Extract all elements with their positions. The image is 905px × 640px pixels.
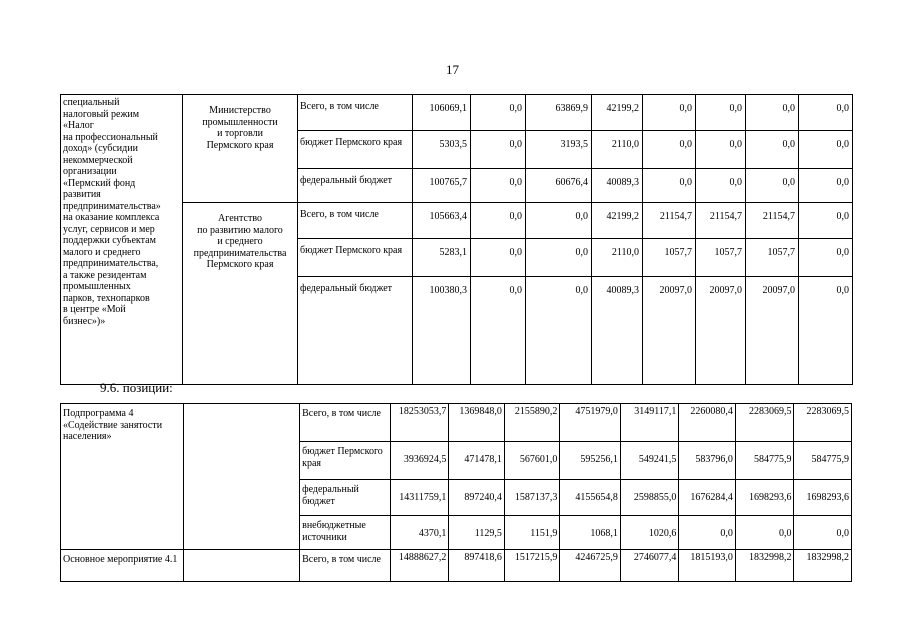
value-cell: 549241,5 [620,442,679,480]
value-cell: 0,0 [799,239,853,277]
value-cell: 14311759,1 [390,480,449,516]
budget-table-1 [60,94,853,385]
value-cell: 897418,6 [449,550,504,582]
value-cell: 0,0 [735,516,794,550]
value-cell: 40089,3 [592,277,643,385]
value-cell: 595256,1 [560,442,621,480]
value-cell: 21154,7 [643,203,696,239]
value-cell: 40089,3 [592,169,643,203]
value-cell: 1151,9 [504,516,559,550]
value-cell: 0,0 [526,277,592,385]
value-cell: 567601,0 [504,442,559,480]
value-cell: 4370,1 [390,516,449,550]
table-row [61,95,853,131]
executor-line: по развитию малого [197,224,283,236]
value-cell: 5283,1 [413,239,471,277]
executor-line: предпринимательства [193,247,287,259]
value-cell: 1832998,2 [794,550,852,582]
value-cell: 0,0 [471,203,526,239]
value-cell: 897240,4 [449,480,504,516]
executor-line: и среднего [217,236,263,247]
value-cell: 1698293,6 [735,480,794,516]
value-cell: 0,0 [471,277,526,385]
value-cell: 20097,0 [746,277,799,385]
value-cell: 2598855,0 [620,480,679,516]
value-cell: 584775,9 [794,442,852,480]
executor-line: Министерство [209,105,271,116]
value-cell: 1057,7 [746,239,799,277]
funding-source-cell: Всего, в том числе [298,203,413,239]
value-cell: 1129,5 [449,516,504,550]
value-cell: 60676,4 [526,169,592,203]
value-cell: 0,0 [799,203,853,239]
value-cell: 0,0 [799,169,853,203]
value-cell: 42199,2 [592,203,643,239]
description-line: «Пермский фонд [63,177,136,189]
value-cell: 2110,0 [592,131,643,169]
value-cell: 0,0 [471,131,526,169]
table-row [61,404,852,442]
executor-line: Пермского края [206,259,274,270]
value-cell: 2260080,4 [679,404,736,442]
value-cell: 0,0 [679,516,736,550]
value-cell: 0,0 [799,131,853,169]
value-cell: 1057,7 [643,239,696,277]
value-cell: 18253053,7 [390,404,449,442]
value-cell: 0,0 [799,95,853,131]
value-cell: 63869,9 [526,95,592,131]
program-description-cell: Подпрограмма 4 «Содействие занятости населения» [61,404,184,550]
value-cell: 584775,9 [735,442,794,480]
value-cell: 3149117,1 [620,404,679,442]
value-cell: 0,0 [746,131,799,169]
budget-table-2 [60,403,852,582]
description-line: предпринимательства, [63,258,159,269]
funding-source-cell: бюджет Пермского края [300,442,391,480]
value-cell: 1020,6 [620,516,679,550]
program-description-cell: Основное мероприятие 4.1 [61,550,184,582]
description-line: поддержки субъектам [63,235,156,246]
description-line: налоговый режим [63,108,140,120]
value-cell: 0,0 [643,95,696,131]
value-cell: 0,0 [696,169,746,203]
value-cell: 4155654,8 [560,480,621,516]
value-cell: 0,0 [643,131,696,169]
value-cell: 20097,0 [643,277,696,385]
value-cell: 1517215,9 [504,550,559,582]
value-cell: 21154,7 [746,203,799,239]
section-heading: 9.6. позиции: [100,380,173,395]
value-cell: 1832998,2 [735,550,794,582]
value-cell: 0,0 [471,95,526,131]
value-cell: 2110,0 [592,239,643,277]
value-cell: 0,0 [746,95,799,131]
description-line: а также резидентам [63,269,147,281]
value-cell: 0,0 [746,169,799,203]
value-cell: 2746077,4 [620,550,679,582]
value-cell: 0,0 [471,239,526,277]
description-line: на оказание комплекса [63,212,160,223]
funding-source-cell: внебюджетные источники [300,516,391,550]
value-cell: 100380,3 [413,277,471,385]
value-cell: 0,0 [526,239,592,277]
executor-cell [184,550,300,582]
value-cell: 0,0 [471,169,526,203]
description-line: некоммерческой [63,154,133,166]
value-cell: 20097,0 [696,277,746,385]
executor-cell [183,203,298,385]
description-line: «Налог [63,120,94,131]
executor-line: и торговли [217,128,263,139]
value-cell: 1676284,4 [679,480,736,516]
value-cell: 2283069,5 [794,404,852,442]
value-cell: 0,0 [643,169,696,203]
funding-source-cell: федеральный бюджет [298,169,413,203]
executor-line: промышленности [202,116,278,128]
table-row [61,550,852,582]
value-cell: 471478,1 [449,442,504,480]
description-line: доход» (субсидии [63,143,138,154]
description-line: организации [63,166,117,177]
description-line: специальный [63,97,120,108]
value-cell: 2155890,2 [504,404,559,442]
funding-source-cell: бюджет Пермского края [298,239,413,277]
value-cell: 2283069,5 [735,404,794,442]
description-line: на профессиональный [63,131,158,143]
value-cell: 3936924,5 [390,442,449,480]
description-line: услуг, сервисов и мер [63,223,155,235]
value-cell: 14888627,2 [390,550,449,582]
value-cell: 0,0 [696,131,746,169]
measure-description-cell [61,95,183,385]
description-line: развития [63,189,101,200]
value-cell: 105663,4 [413,203,471,239]
executor-cell [184,404,300,550]
description-line: предпринимательства» [63,200,161,212]
value-cell: 583796,0 [679,442,736,480]
description-line: бизнес»)» [63,315,106,327]
value-cell: 3193,5 [526,131,592,169]
value-cell: 0,0 [696,95,746,131]
value-cell: 5303,5 [413,131,471,169]
funding-source-cell: бюджет Пермского края [298,131,413,169]
funding-source-cell: федеральный бюджет [298,277,413,385]
value-cell: 0,0 [799,277,853,385]
value-cell: 0,0 [794,516,852,550]
value-cell: 21154,7 [696,203,746,239]
value-cell: 1068,1 [560,516,621,550]
value-cell: 1815193,0 [679,550,736,582]
page-number: 17 [446,62,459,77]
value-cell: 106069,1 [413,95,471,131]
value-cell: 0,0 [526,203,592,239]
value-cell: 1587137,3 [504,480,559,516]
executor-line: Агентство [218,213,262,224]
value-cell: 4246725,9 [560,550,621,582]
funding-source-cell: Всего, в том числе [300,550,391,582]
executor-line: Пермского края [206,139,274,151]
value-cell: 1698293,6 [794,480,852,516]
description-line: малого и среднего [63,246,141,258]
description-line: парков, технопарков [63,292,150,304]
value-cell: 4751979,0 [560,404,621,442]
value-cell: 42199,2 [592,95,643,131]
description-line: промышленных [63,281,131,292]
funding-source-cell: Всего, в том числе [298,95,413,131]
funding-source-cell: федеральный бюджет [300,480,391,516]
funding-source-cell: Всего, в том числе [300,404,391,442]
value-cell: 1369848,0 [449,404,504,442]
executor-cell [183,95,298,203]
description-line: в центре «Мой [63,304,126,315]
value-cell: 1057,7 [696,239,746,277]
value-cell: 100765,7 [413,169,471,203]
